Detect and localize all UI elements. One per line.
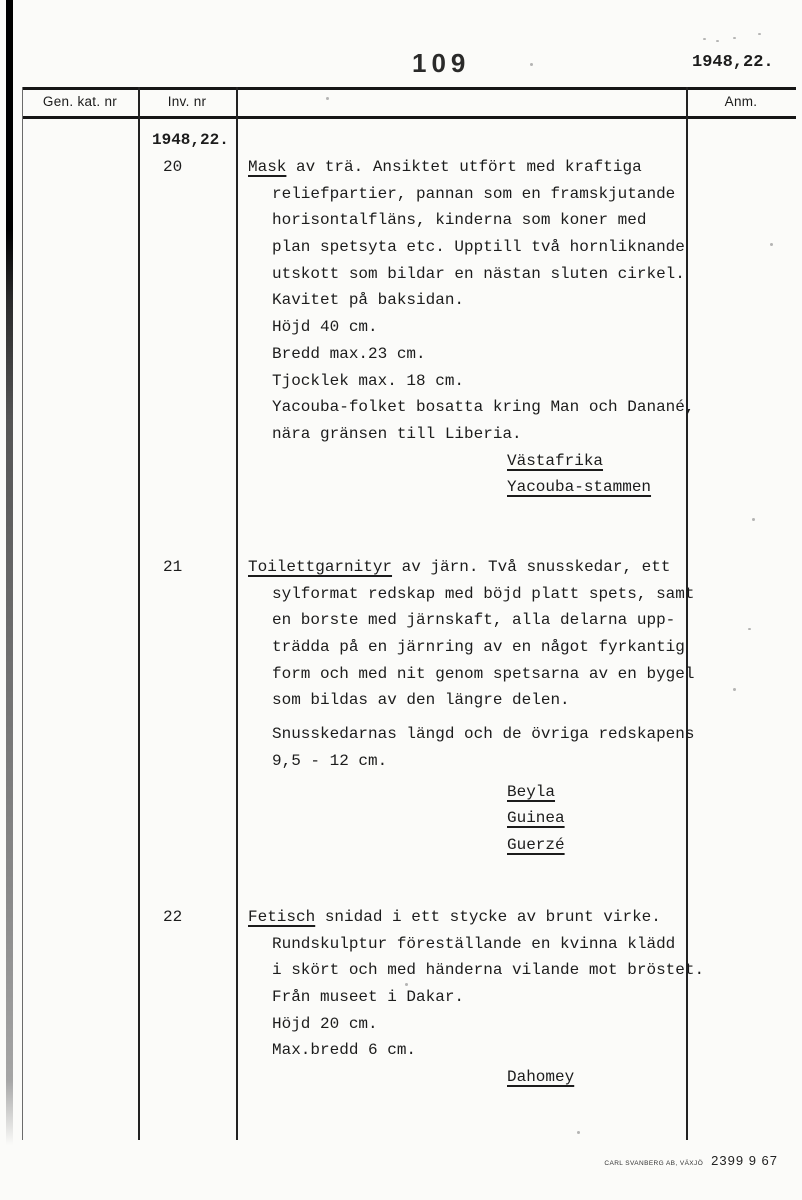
entry-text-line: Höjd 40 cm. [272,318,378,337]
scan-binding-bar [6,0,13,1145]
entry-text-line: i skört och med händerna vilande mot bröstet. [272,961,705,980]
entry-text-line: en borste med järnskaft, alla delarna upp- [272,611,676,630]
entry-text-line: som bildas av den längre delen. [272,691,570,710]
year-reference: 1948,22. [692,53,774,72]
entry-text-line: reliefpartier, pannan som en framskjutande [272,184,676,203]
inv-number: 22 [163,908,183,926]
scan-speck [530,63,533,66]
paragraph-gap [248,714,718,721]
column-header-anm: Anm. [724,94,758,109]
printer-name: CARL SVANBERG AB, VÄXJÖ [604,1160,704,1167]
entry-text-line: Bredd max.23 cm. [272,344,426,363]
entry-text-line: plan spetsyta etc. Upptill två hornliknande [272,238,685,257]
entry-text-line: Fetisch snidad i ett stycke av brunt virke. [248,908,661,926]
scan-speck [703,38,706,40]
locality-label: Guerzé [507,836,565,854]
scan-speck [752,518,755,521]
locality-label: Yacouba-stammen [507,478,652,497]
entry-text-line: 9,5 - 12 cm. [272,751,388,770]
column-divider-1 [138,87,140,1140]
entry-text-line: Yacouba-folket bosatta kring Man och Danané, [272,398,695,417]
scan-speck [770,243,773,246]
column-header-inv-nr: Inv. nr [167,94,207,109]
scan-speck [716,40,719,42]
entry-text-line: sylformat redskap med böjd platt spets, samt [272,584,695,603]
entry-text-line: Tjocklek max. 18 cm. [272,371,465,390]
scan-speck [733,37,736,39]
inv-number: 21 [163,558,183,576]
locality-label: Beyla [507,782,556,801]
inv-number: 20 [163,158,183,176]
scan-speck [733,688,736,691]
column-header-gen-kat-nr: Gen. kat. nr [42,94,118,109]
entry-text-line: Mask av trä. Ansiktet utfört med kraftiga [248,158,642,176]
entry-text-line: utskott som bildar en nästan sluten cirkel. [272,264,685,283]
entry-lead-word: Toilettgarnityr [248,558,393,576]
entry-lead-word: Mask [248,158,287,176]
entry-description [248,154,718,448]
locality-label: Guinea [507,809,565,828]
entry-text-line: Höjd 20 cm. [272,1014,378,1033]
entry-text-line: Toilettgarnityr av järn. Två snusskedar, ett [248,558,671,576]
entry-text-line: Rundskulptur föreställande en kvinna klädd [272,934,676,953]
page-number: 109 [412,48,471,78]
entry-text-line: trädda på en järnring av en något fyrkantig [272,638,685,657]
entry-text-line: Från museet i Dakar. [272,988,465,1007]
entry-text-line: Max.bredd 6 cm. [272,1041,417,1060]
printer-code: 2399 9 67 [711,1153,778,1168]
entry-description [248,554,718,775]
entry-text-line: Snusskedarnas längd och de övriga redskapens [272,725,695,744]
table-left-border [22,87,23,1140]
scan-speck [748,628,751,630]
inv-group-label: 1948,22. [152,131,229,150]
entry-text-line: nära gränsen till Liberia. [272,424,522,443]
column-divider-2 [236,87,238,1140]
scan-speck [577,1131,580,1134]
entry-text-line: horisontalfläns, kinderna som koner med [272,211,647,230]
scan-speck [758,33,761,35]
printer-footer [604,1153,778,1168]
entry-text-line: form och med nit genom spetsarna av en bygel [272,664,695,683]
locality-label: Dahomey [507,1068,575,1087]
entry-text-line: Kavitet på baksidan. [272,291,465,310]
entry-description [248,904,718,1064]
scan-speck [326,97,329,100]
locality-label: Västafrika [507,451,604,470]
entry-lead-word: Fetisch [248,908,316,926]
